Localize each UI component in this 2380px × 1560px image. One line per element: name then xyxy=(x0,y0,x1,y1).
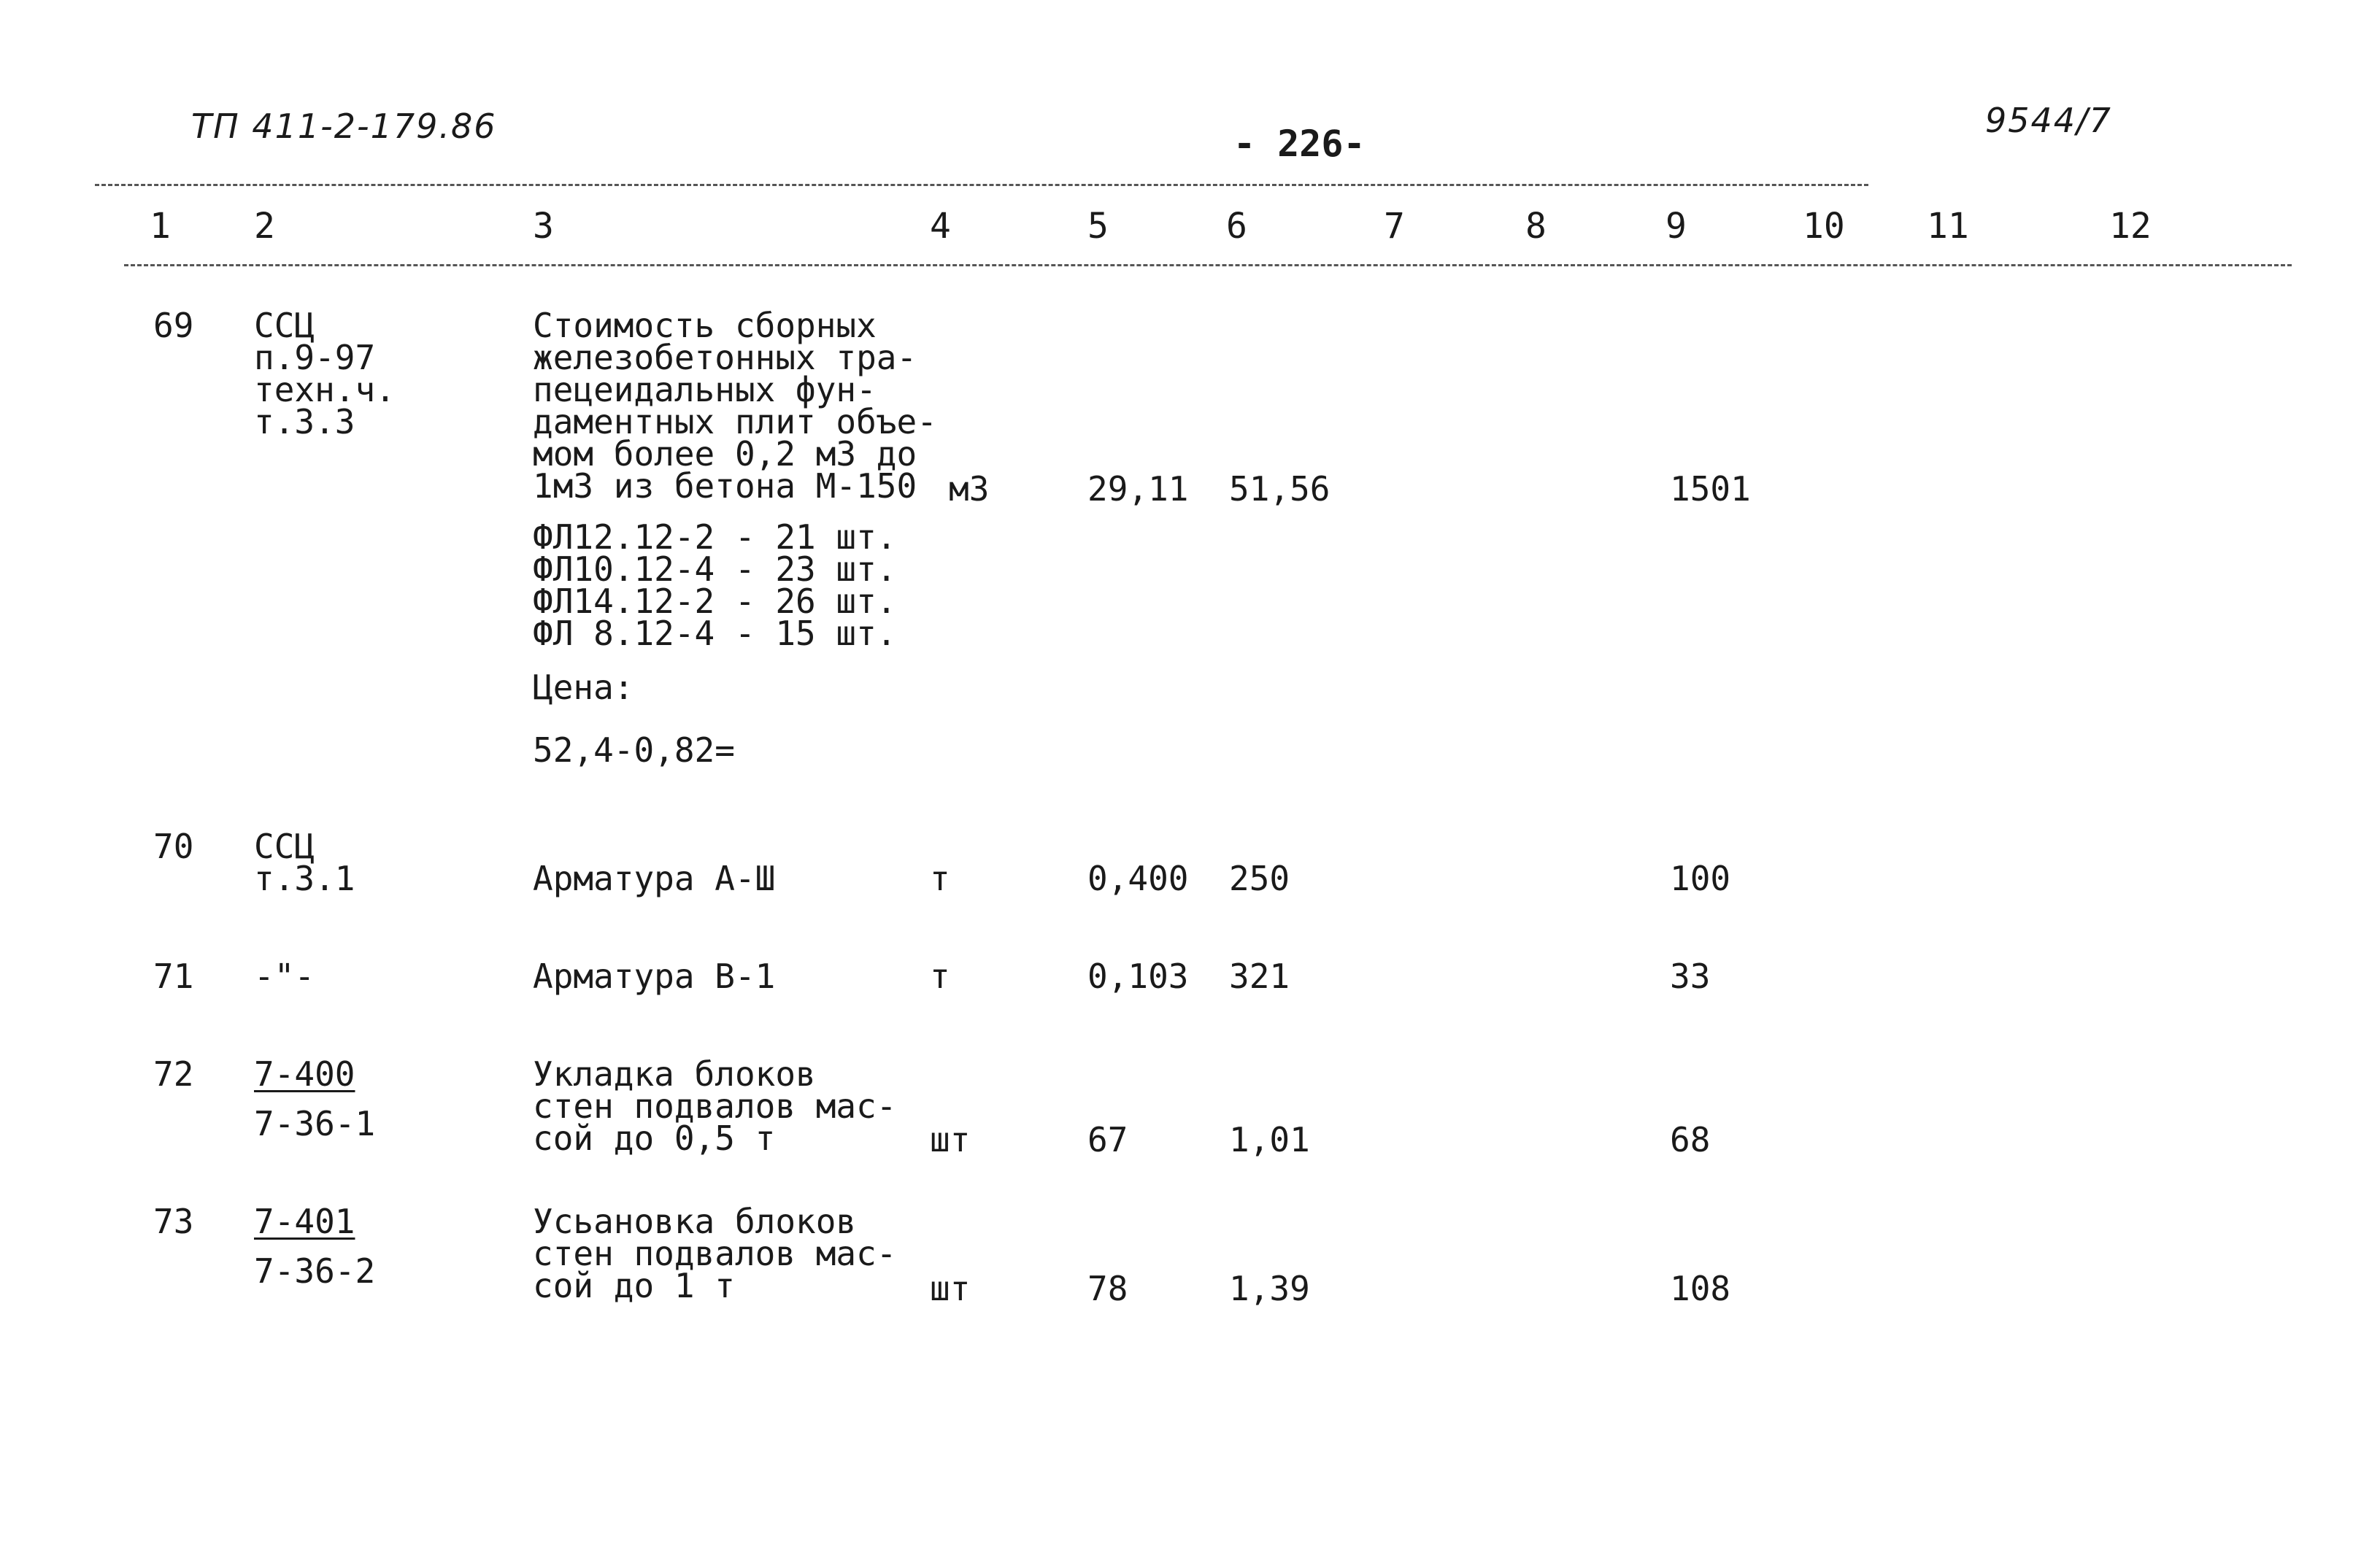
row-reference-secondary: 7-36-1 xyxy=(254,1104,376,1143)
row-description: Арматура А-Ш xyxy=(533,859,776,898)
row-total: 108 xyxy=(1670,1269,1731,1308)
column-header: 2 xyxy=(254,206,275,247)
header-rule-bottom xyxy=(124,264,2292,266)
column-header: 5 xyxy=(1087,206,1109,247)
row-total: 1501 xyxy=(1670,469,1751,509)
column-header: 6 xyxy=(1226,206,1247,247)
price-label: Цена: xyxy=(533,668,634,707)
column-header: 9 xyxy=(1665,206,1687,247)
column-header: 11 xyxy=(1927,206,1969,247)
row-description: Стоимость сборных железобетонных тра- пецеидальных фун- даментных плит объе- мом более 0,2 м3 до 1м3 из бетона М-150 xyxy=(533,306,937,506)
row-quantity: 78 xyxy=(1087,1269,1128,1308)
column-header: 7 xyxy=(1384,206,1405,247)
column-header: 4 xyxy=(930,206,951,247)
row-total: 100 xyxy=(1670,859,1731,898)
row-unit-price: 321 xyxy=(1229,957,1290,996)
doc-code: ТП 411-2-179.86 xyxy=(191,107,497,146)
row-number: 69 xyxy=(153,306,194,345)
row-unit: м3 xyxy=(949,469,990,509)
row-total: 68 xyxy=(1670,1120,1711,1159)
row-number: 71 xyxy=(153,957,194,996)
row-quantity: 29,11 xyxy=(1087,469,1189,509)
row-unit: шт xyxy=(930,1269,971,1308)
column-header: 8 xyxy=(1525,206,1547,247)
row-reference: -"- xyxy=(254,957,315,996)
row-quantity: 0,400 xyxy=(1087,859,1189,898)
header-rule-top xyxy=(95,184,1868,186)
row-description: Арматура В-1 xyxy=(533,957,776,996)
row-reference-secondary: 7-36-2 xyxy=(254,1251,376,1291)
column-header: 10 xyxy=(1803,206,1845,247)
row-quantity: 67 xyxy=(1087,1120,1128,1159)
sheet-mark: 9544/7 xyxy=(1985,101,2112,140)
row-reference: ССЦ п.9-97 техн.ч. т.3.3 xyxy=(254,306,396,441)
column-header: 1 xyxy=(150,206,171,247)
row-unit-price: 250 xyxy=(1229,859,1290,898)
row-reference: ССЦ т.3.1 xyxy=(254,827,355,898)
price-formula: 52,4-0,82= xyxy=(533,730,735,770)
column-header: 3 xyxy=(533,206,554,247)
row-unit: шт xyxy=(930,1120,971,1159)
row-unit-price: 1,39 xyxy=(1229,1269,1310,1308)
row-number: 72 xyxy=(153,1054,194,1094)
column-header: 12 xyxy=(2109,206,2152,247)
row-number: 73 xyxy=(153,1202,194,1241)
row-unit-price: 51,56 xyxy=(1229,469,1330,509)
row-quantity: 0,103 xyxy=(1087,957,1189,996)
row-total: 33 xyxy=(1670,957,1711,996)
row-number: 70 xyxy=(153,827,194,866)
row-reference-primary: 7-400 xyxy=(254,1054,355,1094)
row-reference-primary: 7-401 xyxy=(254,1202,355,1241)
row-item-list: ФЛ12.12-2 - 21 шт. ФЛ10.12-4 - 23 шт. ФЛ14.12-2 - 26 шт. ФЛ 8.12-4 - 15 шт. xyxy=(533,517,897,653)
row-description: Укладка блоков стен подвалов мас- сой до 0,5 т xyxy=(533,1054,897,1158)
row-description: Усьановка блоков стен подвалов мас- сой до 1 т xyxy=(533,1202,897,1305)
row-unit: т xyxy=(930,859,950,898)
row-unit-price: 1,01 xyxy=(1229,1120,1310,1159)
row-unit: т xyxy=(930,957,950,996)
page-number: - 226- xyxy=(1233,123,1366,165)
